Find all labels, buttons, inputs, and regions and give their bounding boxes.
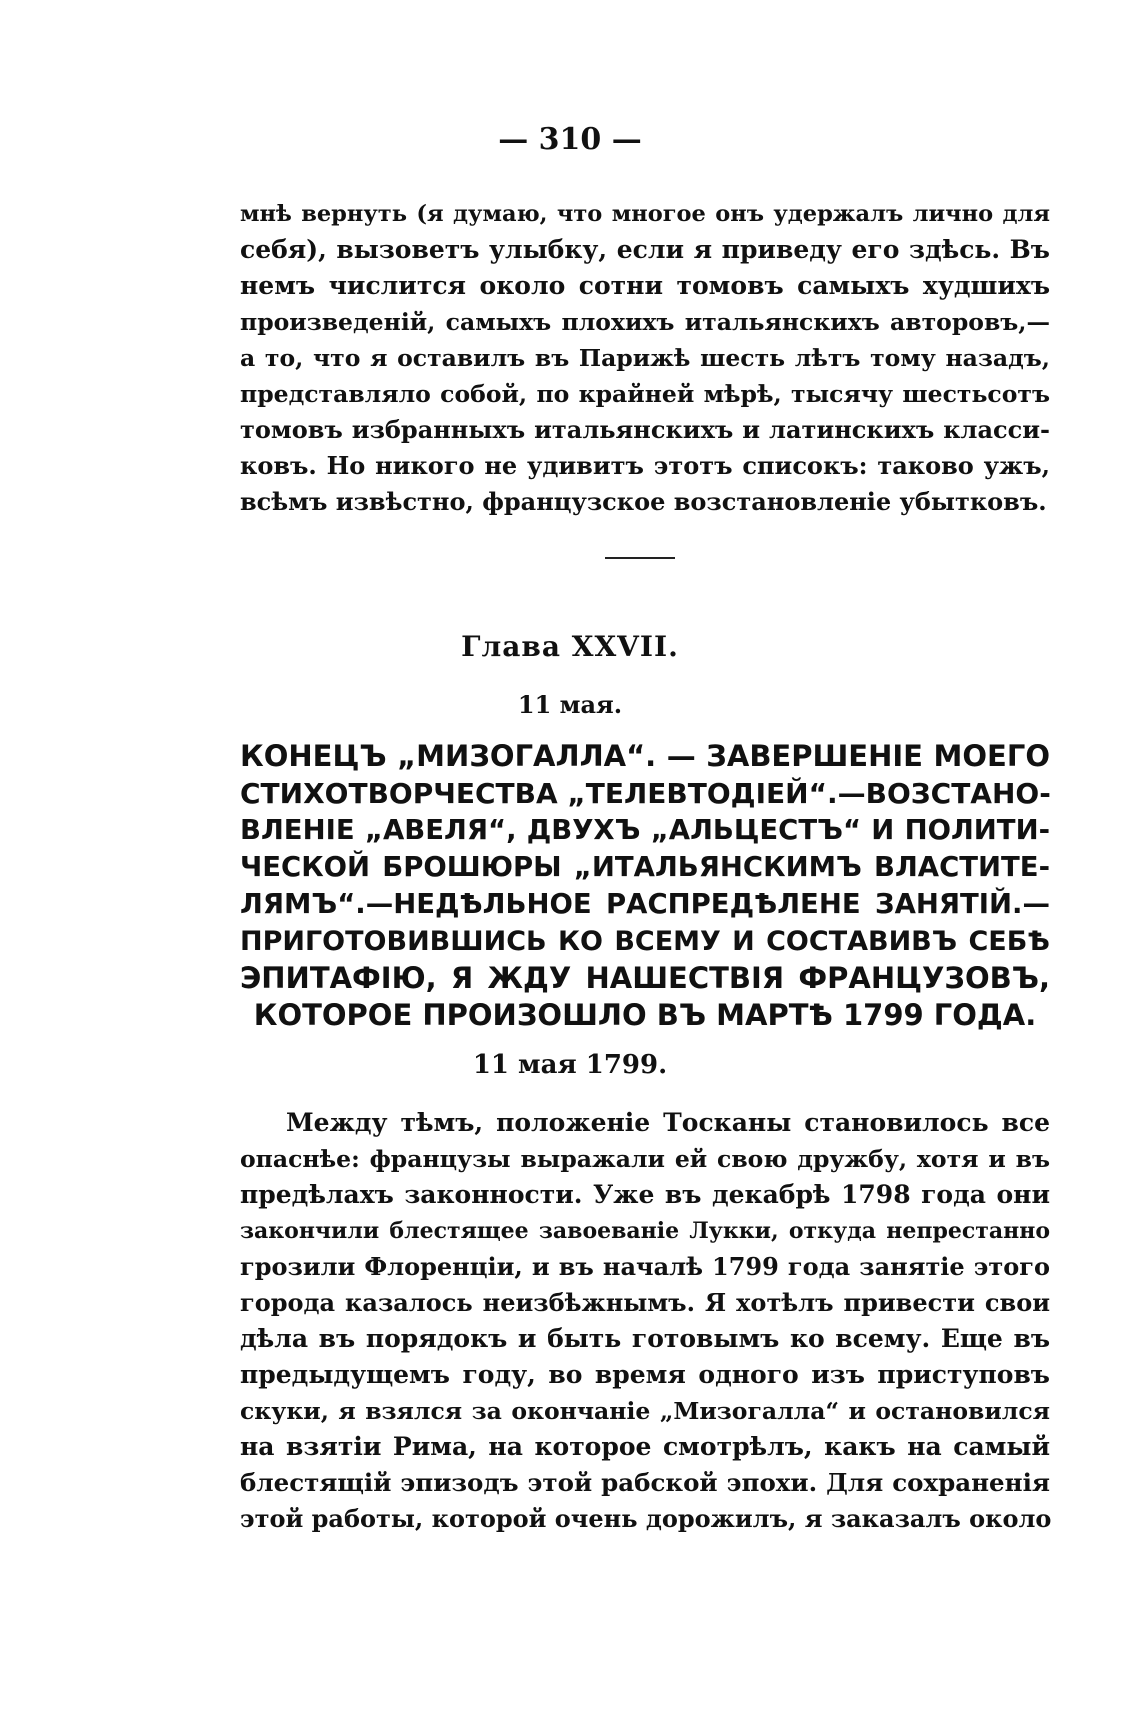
chapter-date: 11 мая.	[517, 690, 623, 719]
text-line: предыдущемъ году, во время одного изъ приступовъ	[240, 1360, 1050, 1389]
text-line: опаснѣе: французы выражали ей свою дружбу, хотя и въ	[240, 1145, 1050, 1173]
text-line: скуки, я взялся за окончаніе „Мизогалла“ и остановился	[240, 1397, 1050, 1425]
summary-line: ПРИГОТОВИВШИСЬ КО ВСЕМУ И СОСТАВИВЪ СЕБѢ	[240, 926, 1050, 957]
text-line: ковъ. Но никого не удивитъ этотъ списокъ: таково ужъ,	[240, 451, 1050, 480]
paragraph-continuation	[240, 196, 1050, 520]
text-line: города казалось неизбѣжнымъ. Я хотѣлъ привести свои	[240, 1288, 1050, 1317]
paragraph-body	[240, 1105, 1050, 1537]
text-line: себя), вызоветъ улыбку, если я приведу его здѣсь. Въ	[240, 235, 1050, 264]
text-line: томовъ избранныхъ итальянскихъ и латинскихъ класси-	[240, 415, 1050, 444]
summary-line: ЭПИТАФІЮ, Я ЖДУ НАШЕСТВІЯ ФРАНЦУЗОВЪ,	[240, 961, 1050, 995]
chapter-title: Глава XXVII.	[461, 630, 679, 663]
text-line: предѣлахъ законности. Уже въ декабрѣ 1798 года они	[240, 1180, 1050, 1209]
chapter-summary	[240, 738, 1050, 1034]
text-line: дѣла въ порядокъ и быть готовымъ ко всему. Еще въ	[240, 1324, 1050, 1353]
text-line: представляло собой, по крайней мѣрѣ, тысячу шестьсотъ	[240, 380, 1050, 408]
text-line: немъ числится около сотни томовъ самыхъ худшихъ	[240, 271, 1050, 300]
text-line: произведеній, самыхъ плохихъ итальянскихъ авторовъ,—	[240, 308, 1050, 336]
text-line: грозили Флоренціи, и въ началѣ 1799 года занятіе этого	[240, 1252, 1050, 1281]
summary-line: ЧЕСКОЙ БРОШЮРЫ „ИТАЛЬЯНСКИМЪ ВЛАСТИТЕ-	[240, 851, 1050, 883]
page-number: — 310 —	[498, 122, 642, 157]
section-divider	[605, 557, 675, 559]
summary-line: СТИХОТВОРЧЕСТВА „ТЕЛЕВТОДІЕЙ“.—ВОЗСТАНО-	[240, 777, 1051, 810]
summary-line: ВЛЕНІЕ „АВЕЛЯ“, ДВУХЪ „АЛЬЦЕСТЪ“ И ПОЛИТИ-	[240, 814, 1050, 846]
summary-line: ЛЯМЪ“.—НЕДѢЛЬНОЕ РАСПРЕДѢЛЕНЕ ЗАНЯТІЙ.—	[240, 888, 1050, 920]
text-line: всѣмъ извѣстно, французское возстановленіе убытковъ.	[240, 487, 1047, 516]
text-line: закончили блестящее завоеваніе Лукки, откуда непрестанно	[240, 1218, 1050, 1244]
text-line: этой работы, которой очень дорожилъ, я заказалъ около	[240, 1504, 1052, 1533]
text-line: мнѣ вернуть (я думаю, что многое онъ удержалъ лично для	[240, 201, 1050, 227]
text-line: а то, что я оставилъ въ Парижѣ шесть лѣтъ тому назадъ,	[240, 344, 1050, 372]
entry-date: 11 мая 1799.	[472, 1050, 668, 1080]
summary-line: КОНЕЦЪ „МИЗОГАЛЛА“. — ЗАВЕРШЕНІЕ МОЕГО	[240, 739, 1050, 773]
summary-line: КОТОРОЕ ПРОИЗОШЛО ВЪ МАРТѢ 1799 ГОДА.	[253, 998, 1037, 1032]
text-line: Между тѣмъ, положеніе Тосканы становилось все	[286, 1108, 1050, 1137]
text-line: на взятіи Рима, на которое смотрѣлъ, какъ на самый	[240, 1432, 1050, 1461]
text-line: блестящій эпизодъ этой рабской эпохи. Для сохраненія	[240, 1468, 1050, 1497]
